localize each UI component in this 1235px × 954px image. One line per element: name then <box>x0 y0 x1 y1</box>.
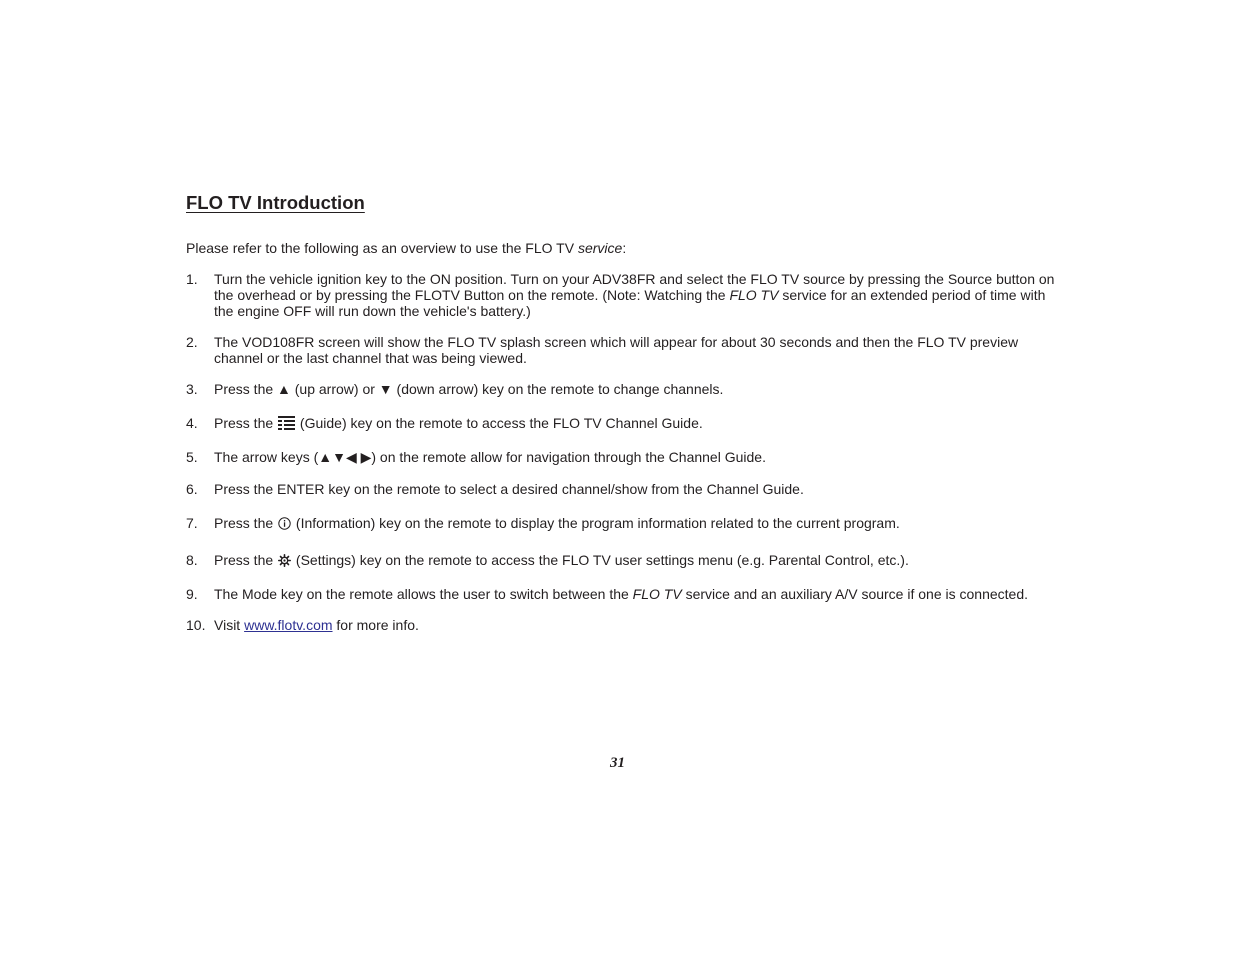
step-text-part: The Mode key on the remote allows the user to switch between the <box>214 586 633 602</box>
step-number: 10. <box>186 617 206 633</box>
step-text-part: Press the <box>214 415 278 431</box>
instruction-list <box>186 271 1056 633</box>
list-item <box>186 271 1056 319</box>
step-text: Press the ENTER key on the remote to select a desired channel/show from the Channel Guide. <box>214 481 804 497</box>
step-text-part: Press the <box>214 552 278 568</box>
list-item <box>186 381 1056 397</box>
list-item <box>186 617 1056 633</box>
step-number: 6. <box>186 481 198 497</box>
step-text-part: service and an auxiliary A/V source if one is connected. <box>681 586 1028 602</box>
list-item <box>186 552 1056 570</box>
step-text <box>214 552 1056 570</box>
step-text-italic: FLO TV <box>729 287 779 303</box>
step-number: 5. <box>186 449 198 465</box>
step-text-part: Turn the vehicle ignition key to the ON position. Turn on your ADV38FR and select the FLO TV source by pressing the Source button on the overhead or by pressing the FLOTV Button on the remote. (Note: Watching the <box>214 271 1055 303</box>
step-text-part: (Settings) key on the remote to access the FLO TV user settings menu (e.g. Parental Control, etc.). <box>292 552 909 568</box>
step-text-part: (Guide) key on the remote to access the FLO TV Channel Guide. <box>296 415 703 431</box>
step-text <box>214 515 1056 533</box>
guide-icon <box>278 416 295 433</box>
intro-italic: service <box>577 240 623 256</box>
page-number: 31 <box>610 755 625 771</box>
page-title: FLO TV Introduction <box>186 192 365 213</box>
settings-icon <box>278 554 291 570</box>
list-item <box>186 481 1056 497</box>
step-number: 7. <box>186 515 198 531</box>
list-item <box>186 586 1056 602</box>
step-text <box>214 271 1056 319</box>
info-icon <box>278 517 291 533</box>
step-text <box>214 415 1056 433</box>
list-item <box>186 334 1056 366</box>
step-number: 4. <box>186 415 198 431</box>
intro-text: Please refer to the following as an overview to use the FLO TV <box>186 240 578 256</box>
step-text-part: Visit <box>214 617 245 633</box>
step-number: 1. <box>186 271 198 287</box>
step-text <box>214 586 1056 602</box>
step-number: 3. <box>186 381 198 397</box>
intro-paragraph <box>186 240 626 256</box>
step-text <box>214 617 1056 633</box>
step-number: 2. <box>186 334 198 350</box>
list-item <box>186 515 1056 533</box>
intro-end: : <box>622 240 627 256</box>
step-text-part: (Information) key on the remote to display the program information related to the current program. <box>292 515 900 531</box>
step-text-part: for more info. <box>332 617 419 633</box>
step-text: The arrow keys (▲▼◀ ▶) on the remote allow for navigation through the Channel Guide. <box>214 449 766 465</box>
list-item <box>186 449 1056 465</box>
step-text-part: Press the <box>214 515 278 531</box>
list-item <box>186 415 1056 433</box>
step-text-italic: FLO TV <box>632 586 682 602</box>
step-number: 8. <box>186 552 198 568</box>
step-text: Press the ▲ (up arrow) or ▼ (down arrow) key on the remote to change channels. <box>214 381 724 397</box>
flotv-link[interactable]: www.flotv.com <box>244 617 333 633</box>
step-text: The VOD108FR screen will show the FLO TV splash screen which will appear for about 30 seconds and then the FLO TV preview channel or the last channel that was being viewed. <box>214 334 1019 366</box>
step-number: 9. <box>186 586 198 602</box>
step-text-part: service for an extended period of time with the engine OFF will run down the vehicle's battery.) <box>214 287 1046 319</box>
